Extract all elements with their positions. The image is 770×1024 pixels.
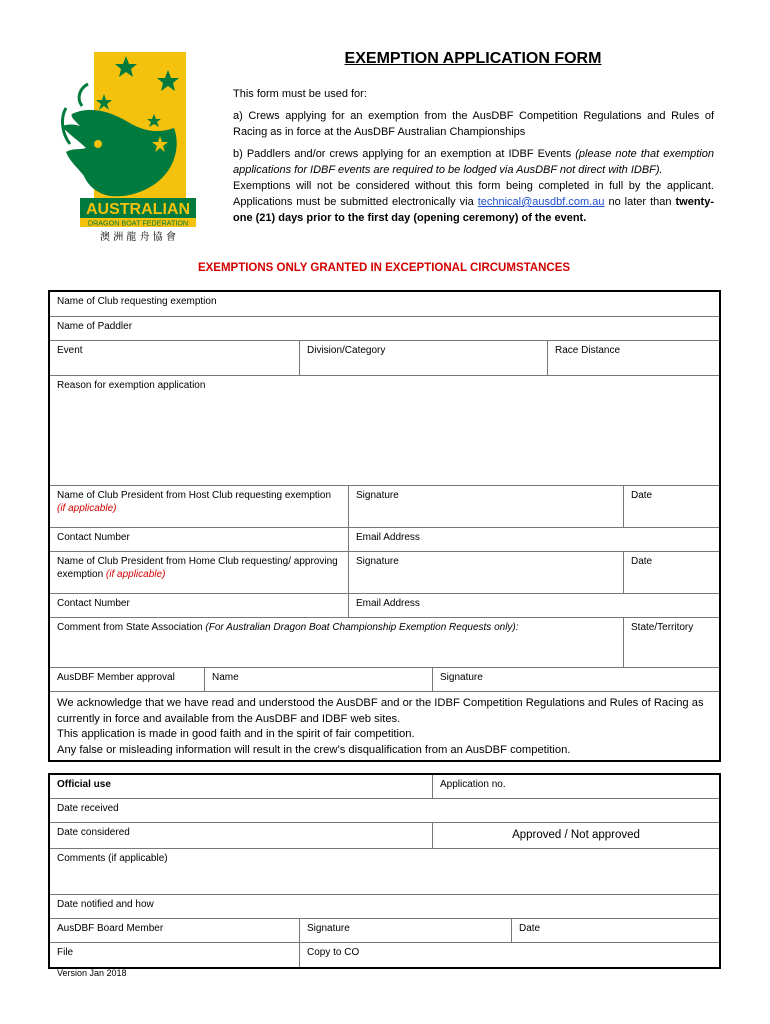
exceptional-notice: EXEMPTIONS ONLY GRANTED IN EXCEPTIONAL CIRCUMSTANCES bbox=[197, 262, 571, 274]
date-notified-field[interactable]: Date notified and how bbox=[50, 895, 719, 919]
host-signature-field[interactable]: Signature bbox=[349, 486, 624, 528]
official-use-heading: Official use bbox=[50, 775, 433, 799]
intro-item-a: a) Crews applying for an exemption from the AusDBF Competition Regulations and Rules of Racing as in force at the AusDBF Australian Championships bbox=[233, 110, 714, 138]
race-distance-field[interactable]: Race Distance bbox=[548, 341, 719, 376]
event-field[interactable]: Event bbox=[50, 341, 300, 376]
home-date-field[interactable]: Date bbox=[624, 552, 719, 594]
date-considered-field[interactable]: Date considered bbox=[50, 823, 433, 849]
state-territory-field[interactable]: State/Territory bbox=[624, 618, 719, 668]
board-date-field[interactable]: Date bbox=[512, 919, 719, 943]
reason-field[interactable]: Reason for exemption application bbox=[50, 376, 719, 486]
host-contact-field[interactable]: Contact Number bbox=[50, 528, 349, 552]
host-date-field[interactable]: Date bbox=[624, 486, 719, 528]
date-received-field[interactable]: Date received bbox=[50, 799, 719, 823]
home-signature-field[interactable]: Signature bbox=[349, 552, 624, 594]
email-link[interactable]: technical@ausdbf.com.au bbox=[477, 196, 605, 208]
board-signature-field[interactable]: Signature bbox=[300, 919, 512, 943]
intro-item-b: b) Paddlers and/or crews applying for an exemption at IDBF Events (please note that exemption applications for IDBF events are required to be lodged via AusDBF not direct with IDBF). bbox=[233, 148, 714, 176]
copy-to-co-field[interactable]: Copy to CO bbox=[307, 947, 360, 958]
comments-field[interactable]: Comments (if applicable) bbox=[50, 849, 719, 895]
home-president-field[interactable]: Name of Club President from Home Club requesting/ approving exemption (if applicable) bbox=[50, 552, 349, 594]
member-signature-field[interactable]: Signature bbox=[433, 668, 719, 692]
host-president-field[interactable]: Name of Club President from Host Club requesting exemption (if applicable) bbox=[50, 486, 349, 528]
application-no-field[interactable]: Application no. bbox=[433, 775, 719, 799]
acknowledgement-text: We acknowledge that we have read and understood the AusDBF and or the IDBF Competition Regulations and Rules of Racing as currently in force and available from the AusDBF and IDBF web sites. This application is made in good faith and in the spirit of fair competition. Any false or misleading information will result in the crew’s disqualification from an AusDBF competition. bbox=[57, 697, 704, 756]
paddler-name-field[interactable]: Name of Paddler bbox=[50, 317, 719, 341]
approval-status-field[interactable]: Approved / Not approved bbox=[433, 823, 719, 849]
board-member-field[interactable]: AusDBF Board Member bbox=[50, 919, 300, 943]
home-contact-field[interactable]: Contact Number bbox=[50, 594, 349, 618]
club-name-field[interactable]: Name of Club requesting exemption bbox=[50, 292, 719, 317]
svg-text:澳 洲 龍 舟 協 會: 澳 洲 龍 舟 協 會 bbox=[100, 232, 176, 243]
intro-lead: This form must be used for: bbox=[233, 88, 367, 100]
svg-text:AUSTRALIAN: AUSTRALIAN bbox=[86, 201, 190, 218]
version-label: Version Jan 2018 bbox=[57, 968, 127, 978]
intro-submission: Exemptions will not be considered without this form being completed in full by the applicant. Applications must be submitted electronically via technical@ausdbf.com.au no later than twenty-one (21) days prior to the first day (opening ceremony) of the event. bbox=[233, 180, 714, 224]
division-field[interactable]: Division/Category bbox=[300, 341, 548, 376]
official-use-table bbox=[48, 773, 721, 969]
state-comment-field[interactable]: Comment from State Association (For Australian Dragon Boat Championship Exemption Requests only): bbox=[50, 618, 624, 668]
intro-text bbox=[233, 86, 714, 232]
ausdbf-logo bbox=[58, 48, 208, 248]
member-name-field[interactable]: Name bbox=[205, 668, 433, 692]
page-title: EXEMPTION APPLICATION FORM bbox=[344, 50, 602, 67]
member-approval-label: AusDBF Member approval bbox=[50, 668, 205, 692]
home-email-field[interactable]: Email Address bbox=[349, 594, 719, 618]
file-field[interactable]: File bbox=[50, 943, 300, 967]
host-email-field[interactable]: Email Address bbox=[349, 528, 719, 552]
application-form-table bbox=[48, 290, 721, 762]
svg-text:DRAGON BOAT FEDERATION: DRAGON BOAT FEDERATION bbox=[87, 218, 189, 228]
